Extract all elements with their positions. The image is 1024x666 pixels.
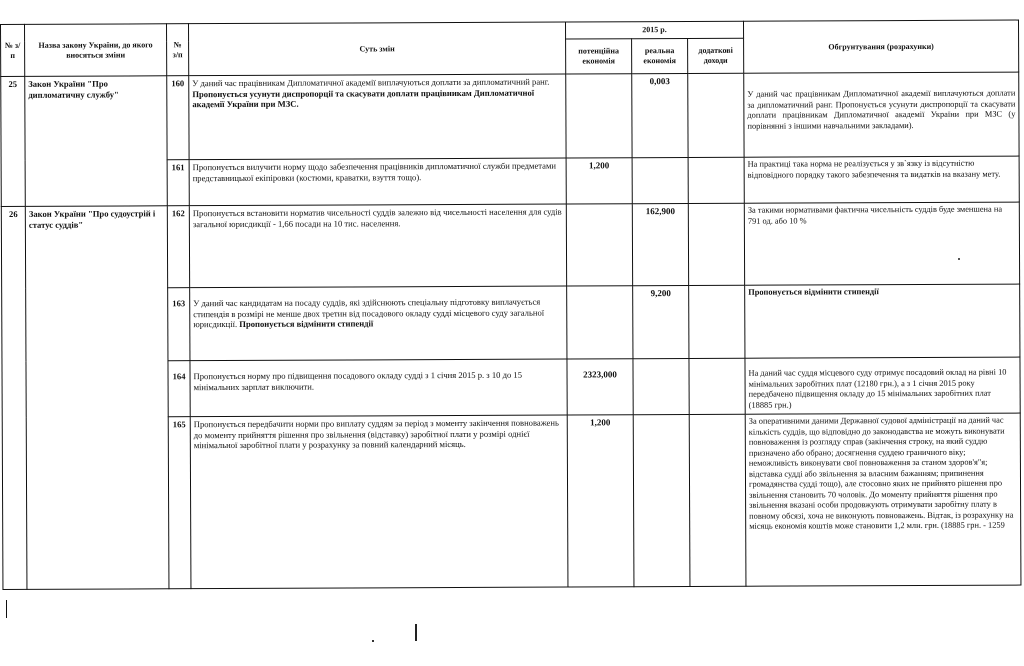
item-no: 163 [168,288,190,361]
additional-income [689,285,745,358]
law-name: Закон України "Про дипломатичну службу" [25,76,168,207]
header-sub-no: № з/п [167,24,189,76]
justification-text: За такими нормативами фактична чисельність суддів буде зменшена на 791 од. або 10 % [744,202,1019,285]
scan-artifact-mark [415,624,417,641]
group-no: 25 [1,76,26,206]
essence-text: У даний час кандидатам на посаду суддів, які здійснюють спеціальну підготовку виплачується стипендія в розмірі не менше двох третин від посадового окладу судді місцевого суду загальної юрисдикції. [193,296,545,330]
essence-bold-text: Пропонується відмінити стипендії [239,318,374,330]
essence-text: Пропонується норму про підвищення посадового окладу судді з 1 січня 2015 р. з 10 до 15 мінімальних зарплат виключити. [193,369,523,392]
real-savings: 0,003 [632,73,688,157]
item-no: 162 [167,206,189,288]
justification-text: За оперативними даними Державної судової адміністрації на даний час кількість суддів, що відповідно до законодавства не можуть виконувати повноваження із розгляду справ (закінчення строку, на який суддю призначено або обрано; досягнення суддею граничного віку; неможливість виконувати свої повноваження за станом здоров'я"я; відставка судді або звільнення за власним бажанням; припинення громадянства судді тощо), але стосовно яких не прийнято рішення про звільнення становить 70 чоловік. До моменту прийняття рішення про звільнення вказані особи продовжують отримувати заробітну плату в повному обсязі, хоча не виконують повноважень. Відтак, із розрахунку на місяць економія коштів може становити 1,2 млн. грн. (18885 грн. - 1259 [745,413,1021,586]
header-justification: Обгрунтування (розрахунки) [743,20,1018,73]
essence-text: У даний час працівникам Дипломатичної академії виплачуються доплати за дипломатичний ранг. [192,76,550,89]
essence-cell [189,204,566,288]
real-savings: 9,200 [633,285,689,358]
essence-cell [189,74,566,160]
table-row [1,202,1019,288]
additional-income [688,157,744,203]
essence-cell [190,359,567,417]
potential-savings [566,204,632,286]
law-name: Закон України "Про судоустрій і статус суддів" [25,206,169,590]
justification-text: У даний час працівникам Дипломатичної академії виплачуються доплати за дипломатичний ранг. Пропонується усунути диспропорції та скасувати доплати працівникам Дипломатичної академії України при МЗС (у порівнянні з іншими навчальними закладами). [744,72,1019,157]
justification-text: Пропонується відмінити стипендії [745,284,1020,358]
essence-cell [190,286,567,361]
header-no: № з/п [1,24,25,76]
essence-text: Пропонується передбачити норми про виплату суддям за період з моменту закінчення повноважень до моменту прийняття рішення про звільнення (відставку) заробітної плати у розмірі однієї мінімальної заробітної плати у розрахунку за повний календарний місяць. [193,417,559,451]
potential-savings [567,286,633,359]
header-row-1 [1,20,1019,41]
item-no: 164 [168,361,190,417]
potential-savings: 1,200 [566,158,632,204]
item-no: 165 [168,417,191,589]
additional-income [688,73,744,157]
potential-savings [566,74,632,158]
header-potential: потенційна економія [566,39,632,74]
amendments-table [0,20,1021,590]
potential-savings: 2323,000 [567,359,633,415]
document-sheet [0,20,1024,616]
essence-cell [190,415,568,589]
real-savings [633,358,689,414]
scan-artifact-dot [958,258,960,260]
real-savings [633,414,690,586]
additional-income [689,414,746,586]
additional-income [689,358,745,414]
scan-border-mark [6,600,7,618]
real-savings: 162,900 [632,203,688,285]
essence-cell [189,158,566,206]
justification-text: На практиці така норма не реалізується у зв`язку із відсутністю відповідного порядку такого забезпечення та видатків на вказану мету. [744,156,1019,203]
header-additional: додаткові доходи [688,38,744,73]
item-no: 160 [167,76,189,160]
item-no: 161 [167,160,189,206]
essence-bold-text: Пропонується усунути диспропорції та скасувати доплати працівникам Дипломатичної академії України при МЗС. [192,87,535,110]
header-law: Назва закону України, до якого вносяться зміни [25,24,167,77]
real-savings [632,157,688,203]
table-row [1,72,1019,160]
header-year: 2015 р. [565,21,743,39]
justification-text: На даний час суддя місцевого суду отримує посадовий оклад на рівні 10 мінімальних заробітних плат (12180 грн.), а з 1 січня 2015 року передбачено підвищення окладу до 15 мінімальних заробітних плат (18885 грн.) [745,357,1020,414]
group-no: 26 [1,206,27,589]
header-essence: Суть змін [189,22,566,76]
essence-text: Пропонується вилучити норму щодо забезпечення працівників дипломатичної служби предметами представницької екіпіровки (костюми, краватки, взуття тощо). [192,160,556,183]
scan-artifact-dot [372,640,374,642]
essence-text: Пропонується встановити норматив чисельності суддів залежно від чисельності населення для судів загальної юрисдикції - 1,66 посади на 10 тис. населення. [192,206,562,229]
additional-income [688,203,744,285]
header-real: реальна економія [632,39,688,74]
potential-savings: 1,200 [567,415,634,587]
